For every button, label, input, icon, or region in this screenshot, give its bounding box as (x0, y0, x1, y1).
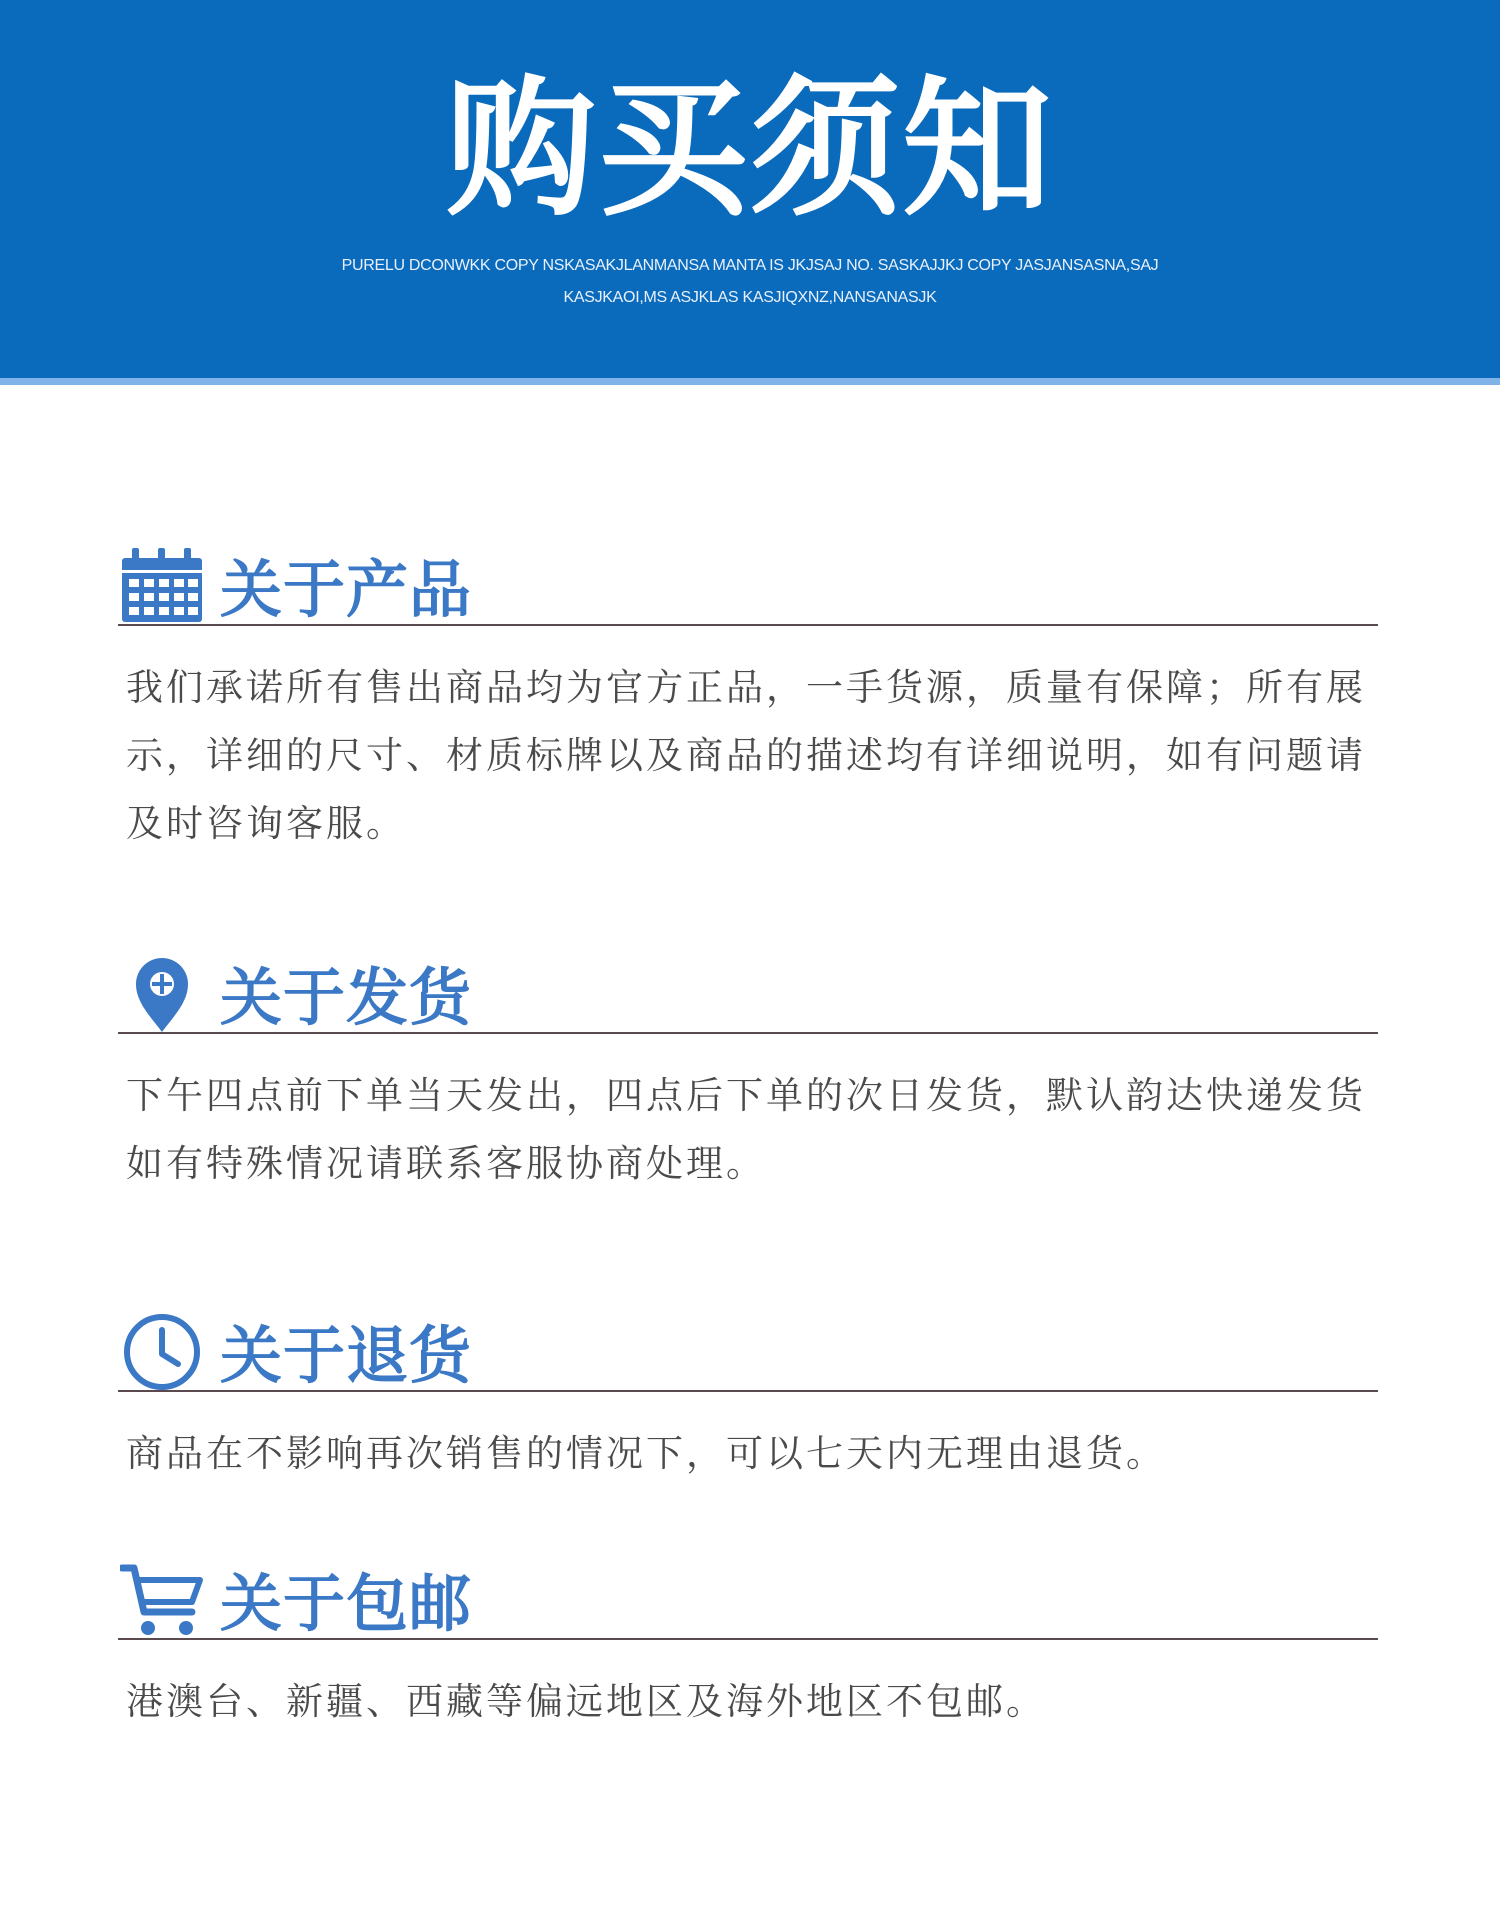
section-header (118, 544, 1378, 626)
section-title: 关于产品 (220, 553, 473, 626)
section-returns (118, 1310, 1378, 1488)
page-title: 购买须知 (445, 63, 1054, 237)
header-subtitle (250, 250, 1250, 314)
subtitle-line-2: KASJKAOI,MS ASJKLAS KASJIQXNZ,NANSANASJK (563, 289, 937, 306)
section-header (118, 1310, 1378, 1392)
location-pin-icon (120, 956, 204, 1032)
section-body: 商品在不影响再次销售的情况下，可以七天内无理由退货。 (126, 1432, 1166, 1475)
clock-icon (120, 1314, 204, 1390)
cart-icon (120, 1562, 204, 1638)
section-title: 关于退货 (220, 1319, 473, 1392)
section-header (118, 1558, 1378, 1640)
section-body: 港澳台、新疆、西藏等偏远地区及海外地区不包邮。 (126, 1680, 1046, 1723)
section-product (118, 544, 1378, 858)
section-title: 关于发货 (220, 961, 473, 1034)
header-banner (0, 0, 1500, 378)
section-body: 下午四点前下单当天发出，四点后下单的次日发货，默认韵达快递发货如有特殊情况请联系客服协商处理。 (126, 1074, 1366, 1185)
section-shipping (118, 952, 1378, 1198)
banner-divider (0, 378, 1500, 385)
section-header (118, 952, 1378, 1034)
section-title: 关于包邮 (220, 1567, 473, 1640)
calendar-icon (120, 548, 204, 624)
section-body: 我们承诺所有售出商品均为官方正品，一手货源，质量有保障；所有展示，详细的尺寸、材质标牌以及商品的描述均有详细说明，如有问题请及时咨询客服。 (126, 666, 1366, 845)
subtitle-line-1: PURELU DCONWKK COPY NSKASAKJLANMANSA MANTA IS JKJSAJ NO. SASKAJJKJ COPY JASJANSASNA,SAJ (341, 257, 1159, 274)
section-free-shipping (118, 1558, 1378, 1736)
